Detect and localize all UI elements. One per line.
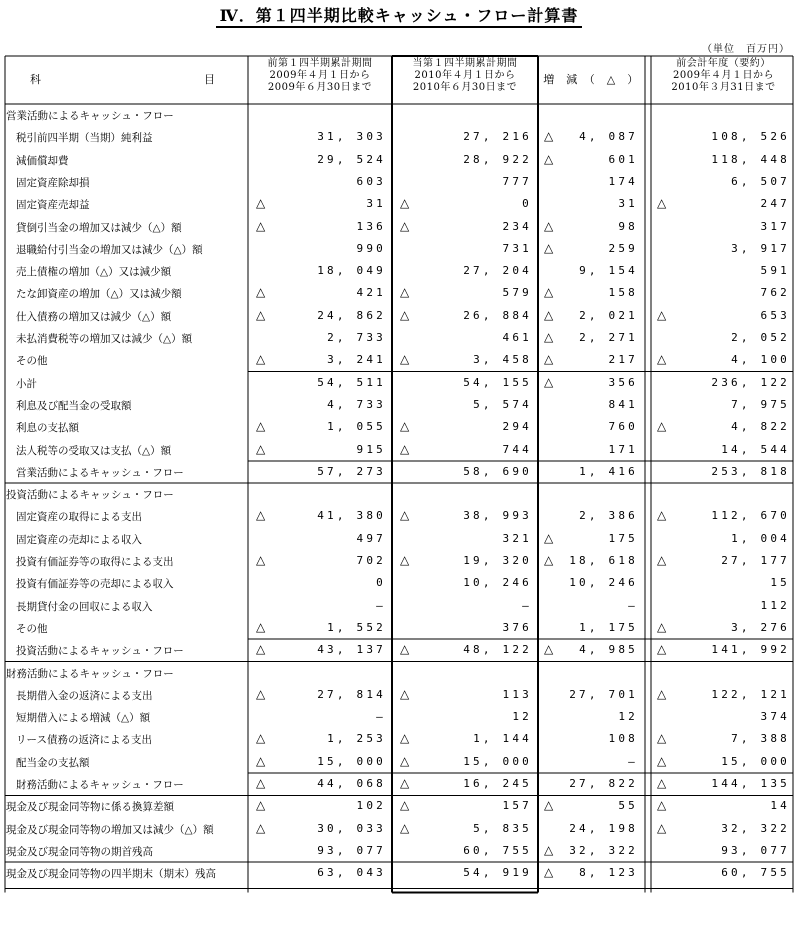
negative-marker: △ — [400, 776, 410, 790]
table-cell-value: 54, 155 — [463, 375, 532, 389]
table-cell-value: 174 — [608, 174, 638, 188]
row-label: 固定資産売却益 — [16, 199, 90, 212]
table-cell-value: 102 — [356, 799, 386, 813]
table-cell-value: 579 — [502, 286, 532, 300]
row-label: 財務活動によるキャッシュ・フロー — [16, 779, 184, 791]
table-cell-value: 915 — [356, 442, 386, 456]
table-cell-value: 31, 303 — [317, 130, 386, 144]
table-cell-value: 24, 198 — [569, 821, 638, 835]
row-label: 小計 — [16, 377, 37, 390]
table-cell-value: 841 — [608, 397, 638, 411]
row-label: 固定資産の売却による収入 — [16, 533, 142, 546]
negative-marker: △ — [657, 553, 667, 567]
table-cell-value: 5, 835 — [473, 821, 532, 835]
negative-marker: △ — [400, 798, 410, 813]
table-cell-value: 8, 123 — [579, 866, 638, 880]
negative-marker: △ — [657, 419, 667, 434]
table-cell-value: 1, 055 — [327, 420, 386, 434]
table-cell-value: 1, 004 — [731, 531, 790, 545]
table-cell-value: 374 — [760, 710, 790, 724]
negative-marker: △ — [544, 865, 554, 880]
header-col-curr-q1 — [394, 58, 536, 94]
negative-marker: △ — [544, 374, 554, 389]
table-cell-value: 10, 246 — [569, 576, 638, 590]
negative-marker: △ — [544, 218, 554, 233]
table-cell-value: 421 — [356, 286, 386, 300]
table-cell-value: 653 — [760, 308, 790, 322]
table-cell-value: 4, 822 — [731, 420, 790, 434]
header-item-left: 科 — [30, 73, 42, 86]
table-cell-value: 4, 087 — [579, 130, 638, 144]
header-col-prev-q1-to: 2009年６月30日まで — [267, 82, 373, 93]
row-label: 現金及び現金同等物に係る換算差額 — [6, 801, 174, 814]
table-cell-value: 6, 507 — [731, 174, 790, 188]
table-cell-value: 1, 416 — [579, 464, 638, 478]
table-cell-value: 760 — [608, 420, 638, 434]
row-label: 投資有価証券等の取得による支出 — [16, 556, 174, 568]
header-col-prev-fy-from: 2009年４月１日から — [673, 70, 774, 81]
row-label: 貸倒引当金の増加又は減少（△）額 — [16, 221, 182, 234]
table-cell-value: 31 — [366, 197, 386, 211]
negative-marker: △ — [256, 553, 266, 567]
table-cell-value: 55 — [618, 799, 638, 813]
table-cell-value: 19, 320 — [463, 554, 532, 567]
negative-marker: △ — [256, 285, 266, 300]
row-label: 長期借入金の返済による支出 — [16, 689, 153, 702]
table-cell-value: 10, 246 — [463, 576, 532, 590]
negative-marker: △ — [657, 820, 667, 835]
table-cell-value: 777 — [502, 174, 532, 188]
table-cell-value: 744 — [502, 442, 532, 456]
negative-marker: △ — [400, 352, 410, 367]
table-cell-value: 1, 144 — [473, 732, 532, 746]
negative-marker: △ — [657, 798, 667, 813]
table-cell-value: 15, 000 — [317, 754, 386, 768]
negative-marker: △ — [256, 352, 266, 367]
table-cell-value: 32, 322 — [569, 843, 638, 857]
table-cell-value: ― — [376, 710, 386, 724]
negative-marker: △ — [657, 352, 667, 367]
table-cell-value: 112 — [760, 598, 790, 612]
table-cell-value: 27, 814 — [317, 687, 386, 701]
page-title: Ⅳ．第１四半期比較キャッシュ・フロー計算書 — [0, 3, 798, 26]
negative-marker: △ — [256, 196, 266, 211]
table-cell-value: 294 — [502, 420, 532, 434]
negative-marker: △ — [400, 731, 410, 746]
negative-marker: △ — [544, 240, 554, 255]
row-label: 法人税等の受取又は支払（△）額 — [16, 444, 172, 457]
negative-marker: △ — [657, 731, 667, 746]
table-cell-value: 1, 175 — [579, 620, 638, 634]
table-cell-value: 591 — [760, 264, 790, 278]
row-label: たな卸資産の増加（△）又は減少額 — [16, 288, 182, 301]
negative-marker: △ — [657, 776, 667, 790]
unit-label: （単位 百万円） — [702, 44, 790, 55]
table-cell-value: 28, 922 — [463, 152, 532, 166]
negative-marker: △ — [544, 352, 554, 367]
table-cell-value: 7, 388 — [731, 732, 790, 746]
negative-marker: △ — [400, 553, 410, 567]
table-cell-value: 58, 690 — [463, 464, 532, 478]
row-label: 投資有価証券等の売却による収入 — [16, 578, 174, 591]
table-cell-value: 26, 884 — [463, 308, 532, 322]
row-label: 短期借入による増減（△）額 — [16, 712, 151, 725]
table-cell-value: 1, 253 — [327, 732, 386, 746]
negative-marker: △ — [400, 218, 410, 233]
row-label: 利息及び配当金の受取額 — [16, 399, 132, 412]
negative-marker: △ — [544, 642, 554, 657]
table-cell-value: 247 — [760, 197, 790, 211]
header-item-right: 目 — [204, 73, 216, 86]
negative-marker: △ — [544, 151, 554, 166]
table-cell-value: 24, 862 — [317, 308, 386, 322]
table-cell-value: 112, 670 — [711, 509, 790, 523]
negative-marker: △ — [400, 753, 410, 768]
table-cell-value: 3, 241 — [327, 353, 386, 367]
table-cell-value: 122, 121 — [711, 687, 790, 701]
negative-marker: △ — [657, 686, 667, 701]
table-cell-value: 98 — [618, 219, 638, 233]
negative-marker: △ — [256, 441, 266, 456]
table-cell-value: 731 — [502, 241, 532, 255]
table-cell-value: ― — [628, 754, 638, 768]
table-cell-value: 2, 271 — [579, 331, 638, 344]
table-cell-value: 461 — [502, 331, 532, 344]
header-col-curr-q1-title: 当第１四半期累計期間 — [412, 58, 518, 69]
table-cell-value: 14 — [770, 799, 790, 813]
table-cell-value: 136 — [356, 219, 386, 233]
row-label: その他 — [16, 355, 48, 368]
header-col-curr-q1-to: 2010年６月30日まで — [412, 82, 518, 93]
negative-marker: △ — [400, 820, 410, 835]
negative-marker: △ — [256, 642, 266, 657]
header-col-prev-q1-from: 2009年４月１日から — [269, 70, 371, 81]
table-cell-value: 15, 000 — [463, 754, 532, 768]
table-cell-value: 93, 077 — [317, 843, 386, 857]
table-cell-value: 93, 077 — [721, 843, 790, 857]
row-label: 現金及び現金同等物の期首残高 — [6, 845, 153, 858]
table-cell-value: 762 — [760, 286, 790, 300]
table-cell-value: 63, 043 — [317, 866, 386, 880]
table-cell-value: 0 — [376, 576, 386, 590]
negative-marker: △ — [256, 731, 266, 746]
row-label: 減価償却費 — [16, 154, 69, 167]
row-label: 配当金の支払額 — [16, 756, 90, 769]
header-col-prev-q1 — [250, 58, 390, 94]
row-label: その他 — [16, 622, 48, 635]
table-cell-value: 217 — [608, 353, 638, 367]
table-cell-value: 2, 733 — [327, 331, 386, 344]
header-col-prev-fy-title: 前会計年度（要約） — [676, 58, 771, 69]
table-cell-value: 9, 154 — [579, 264, 638, 278]
table-cell-value: 31 — [618, 197, 638, 211]
row-label: 退職給付引当金の増加又は減少（△）額 — [16, 243, 203, 256]
row-label: 固定資産除却損 — [16, 176, 90, 189]
table-cell-value: ― — [628, 598, 638, 612]
table-cell-value: 171 — [608, 442, 638, 456]
table-cell-value: 0 — [522, 197, 532, 211]
row-label: 現金及び現金同等物の増加又は減少（△）額 — [6, 823, 214, 836]
table-cell-value: 356 — [608, 375, 638, 389]
negative-marker: △ — [256, 820, 266, 835]
table-cell-value: 38, 993 — [463, 509, 532, 523]
table-cell-value: 175 — [608, 531, 638, 545]
table-cell-value: 60, 755 — [463, 843, 532, 857]
negative-marker: △ — [544, 285, 554, 300]
table-cell-value: 18, 618 — [569, 554, 638, 567]
negative-marker: △ — [400, 508, 410, 523]
row-label: 仕入債務の増加又は減少（△）額 — [16, 310, 172, 323]
row-label: 固定資産の取得による支出 — [16, 511, 142, 524]
row-label: 未払消費税等の増加又は減少（△）額 — [16, 333, 193, 345]
table-cell-value: 60, 755 — [721, 866, 790, 880]
table-cell-value: 497 — [356, 531, 386, 545]
table-cell-value: 54, 511 — [317, 375, 386, 389]
row-label: 利息の支払額 — [16, 422, 79, 435]
table-cell-value: 27, 177 — [721, 554, 790, 567]
table-cell-value: 376 — [502, 620, 532, 634]
row-label: 売上債権の増加（△）又は減少額 — [16, 266, 172, 279]
header-col-prev-fy — [651, 58, 796, 94]
table-cell-value: 108, 526 — [711, 130, 790, 144]
negative-marker: △ — [256, 307, 266, 322]
table-cell-value: 2, 021 — [579, 308, 638, 322]
table-cell-value: 1, 552 — [327, 620, 386, 634]
negative-marker: △ — [256, 686, 266, 701]
header-col-prev-q1-title: 前第１四半期累計期間 — [267, 58, 373, 69]
table-cell-value: 18, 049 — [317, 264, 386, 278]
negative-marker: △ — [544, 553, 554, 567]
header-col-diff: 増 減 （ △ ） — [543, 73, 639, 86]
negative-marker: △ — [400, 642, 410, 657]
table-cell-value: 317 — [760, 219, 790, 233]
negative-marker: △ — [544, 307, 554, 322]
section-heading: 投資活動によるキャッシュ・フロー — [6, 489, 174, 502]
table-cell-value: 12 — [512, 710, 532, 724]
negative-marker: △ — [657, 642, 667, 657]
table-cell-value: 2, 386 — [579, 509, 638, 523]
table-cell-value: 27, 216 — [463, 130, 532, 144]
table-cell-value: 113 — [502, 687, 532, 701]
table-cell-value: 43, 137 — [317, 643, 386, 657]
negative-marker: △ — [544, 530, 554, 545]
row-label: 長期貸付金の回収による収入 — [16, 600, 153, 613]
row-label: 税引前四半期（当期）純利益 — [16, 132, 153, 145]
negative-marker: △ — [657, 307, 667, 322]
table-cell-value: 27, 204 — [463, 264, 532, 278]
table-cell-value: 32, 322 — [721, 821, 790, 835]
negative-marker: △ — [657, 753, 667, 768]
negative-marker: △ — [400, 686, 410, 701]
negative-marker: △ — [400, 307, 410, 322]
table-cell-value: 4, 100 — [731, 353, 790, 367]
negative-marker: △ — [400, 419, 410, 434]
negative-marker: △ — [544, 129, 554, 144]
table-cell-value: 3, 917 — [731, 241, 790, 255]
row-label: リース債務の返済による支出 — [16, 734, 152, 747]
table-cell-value: 30, 033 — [317, 821, 386, 835]
negative-marker: △ — [657, 619, 667, 634]
table-cell-value: 3, 276 — [731, 620, 790, 634]
table-cell-value: 41, 380 — [317, 509, 386, 523]
table-cell-value: 57, 273 — [317, 464, 386, 478]
table-cell-value: 5, 574 — [473, 397, 532, 411]
table-cell-value: 16, 245 — [463, 777, 532, 790]
table-cell-value: 108 — [608, 732, 638, 746]
table-cell-value: 27, 701 — [569, 687, 638, 701]
negative-marker: △ — [256, 419, 266, 434]
header-col-curr-q1-from: 2010年４月１日から — [414, 70, 516, 81]
negative-marker: △ — [400, 196, 410, 211]
table-cell-value: ― — [522, 598, 532, 612]
negative-marker: △ — [544, 330, 554, 344]
table-cell-value: 15 — [770, 576, 790, 590]
table-cell-value: 990 — [356, 241, 386, 255]
table-cell-value: 603 — [356, 174, 386, 188]
row-label: 現金及び現金同等物の四半期末（期末）残高 — [6, 868, 216, 881]
section-heading: 営業活動によるキャッシュ・フロー — [6, 110, 174, 122]
negative-marker: △ — [400, 285, 410, 300]
table-cell-value: 48, 122 — [463, 643, 532, 657]
table-cell-value: 12 — [618, 710, 638, 724]
negative-marker: △ — [544, 842, 554, 857]
table-cell-value: 144, 135 — [711, 777, 790, 790]
section-heading: 財務活動によるキャッシュ・フロー — [6, 667, 174, 680]
table-cell-value: 4, 733 — [327, 397, 386, 411]
table-cell-value: 253, 818 — [711, 464, 790, 478]
table-cell-value: 118, 448 — [711, 152, 790, 166]
table-cell-value: 158 — [608, 286, 638, 300]
header-col-prev-fy-to: 2010年３月31日まで — [671, 82, 776, 93]
table-cell-value: 259 — [608, 241, 638, 255]
negative-marker: △ — [256, 776, 266, 790]
table-cell-value: 2, 052 — [731, 331, 790, 344]
table-cell-value: 27, 822 — [569, 777, 638, 790]
table-cell-value: 157 — [502, 799, 532, 813]
negative-marker: △ — [657, 196, 667, 211]
table-cell-value: 321 — [502, 531, 532, 545]
negative-marker: △ — [657, 508, 667, 523]
table-cell-value: 4, 985 — [579, 643, 638, 657]
negative-marker: △ — [256, 218, 266, 233]
table-cell-value: 7, 975 — [731, 397, 790, 411]
table-cell-value: 601 — [608, 152, 638, 166]
negative-marker: △ — [544, 798, 554, 813]
negative-marker: △ — [256, 753, 266, 768]
table-cell-value: 3, 458 — [473, 353, 532, 367]
table-cell-value: 141, 992 — [711, 643, 790, 657]
table-cell-value: ― — [376, 598, 386, 612]
negative-marker: △ — [256, 619, 266, 634]
row-label: 営業活動によるキャッシュ・フロー — [16, 466, 184, 479]
table-cell-value: 15, 000 — [721, 754, 790, 768]
table-cell-value: 29, 524 — [317, 152, 386, 166]
row-label: 投資活動によるキャッシュ・フロー — [16, 645, 184, 658]
table-cell-value: 14, 544 — [721, 442, 790, 456]
negative-marker: △ — [256, 508, 266, 523]
table-cell-value: 702 — [356, 554, 386, 567]
negative-marker: △ — [256, 798, 266, 813]
negative-marker: △ — [400, 441, 410, 456]
table-cell-value: 54, 919 — [463, 866, 532, 880]
table-cell-value: 236, 122 — [711, 375, 790, 389]
table-cell-value: 44, 068 — [317, 777, 386, 790]
table-cell-value: 234 — [502, 219, 532, 233]
